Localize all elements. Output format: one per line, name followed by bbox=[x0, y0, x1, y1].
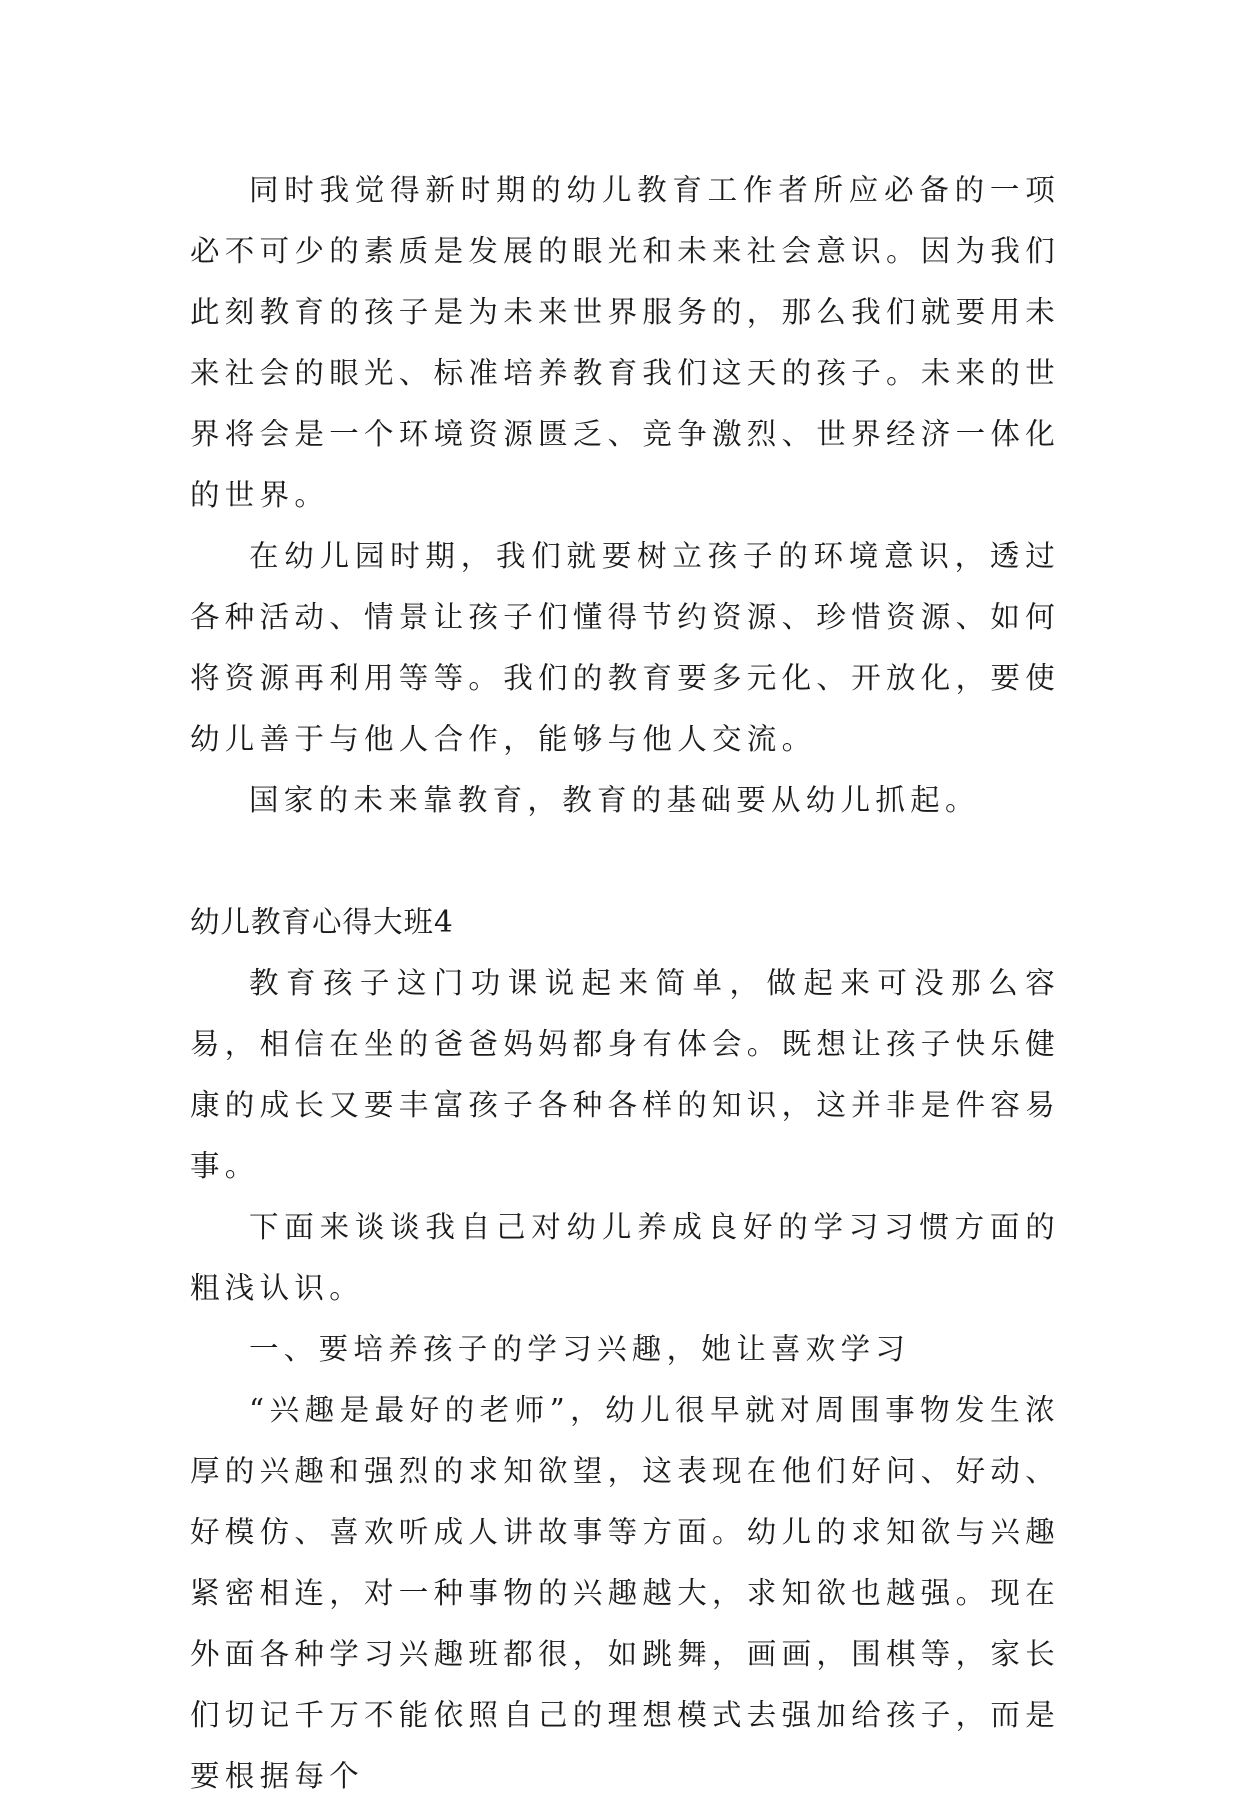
section-heading: 幼儿教育心得大班4 bbox=[190, 905, 454, 939]
paragraph-raising-children: 教育孩子这门功课说起来简单，做起来可没那么容易，相信在坐的爸爸妈妈都身有体会。既想让孩子快乐健康的成长又要丰富孩子各种各样的知识，这并非是件容易事。 bbox=[190, 966, 1061, 1183]
paragraph-learning-habits: 下面来谈谈我自己对幼儿养成良好的学习习惯方面的粗浅认识。 bbox=[190, 1210, 1060, 1305]
document-body bbox=[190, 160, 1060, 1807]
paragraph-point-one-title: 一、要培养孩子的学习兴趣，她让喜欢学习 bbox=[249, 1332, 911, 1366]
paragraph-future-vision: 同时我觉得新时期的幼儿教育工作者所应必备的一项必不可少的素质是发展的眼光和未来社会意识。因为我们此刻教育的孩子是为未来世界服务的，那么我们就要用未来社会的眼光、标准培养教育我们这天的孩子。未来的世界将会是一个环境资源匮乏、竞争激烈、世界经济一体化的世界。 bbox=[190, 173, 1061, 512]
paragraph-environment-awareness: 在幼儿园时期，我们就要树立孩子的环境意识，透过各种活动、情景让孩子们懂得节约资源、珍惜资源、如何将资源再利用等等。我们的教育要多元化、开放化，要使幼儿善于与他人合作，能够与他人交流。 bbox=[190, 539, 1061, 756]
paragraph-interest-teacher: “兴趣是最好的老师”，幼儿很早就对周围事物发生浓厚的兴趣和强烈的求知欲望，这表现在他们好问、好动、好模仿、喜欢听成人讲故事等方面。幼儿的求知欲与兴趣紧密相连，对一种事物的兴趣越大，求知欲也越强。现在外面各种学习兴趣班都很，如跳舞，画画，围棋等，家长们切记千万不能依照自己的理想模式去强加给孩子，而是要根据每个 bbox=[190, 1393, 1061, 1793]
paragraph-national-future: 国家的未来靠教育，教育的基础要从幼儿抓起。 bbox=[249, 783, 980, 817]
